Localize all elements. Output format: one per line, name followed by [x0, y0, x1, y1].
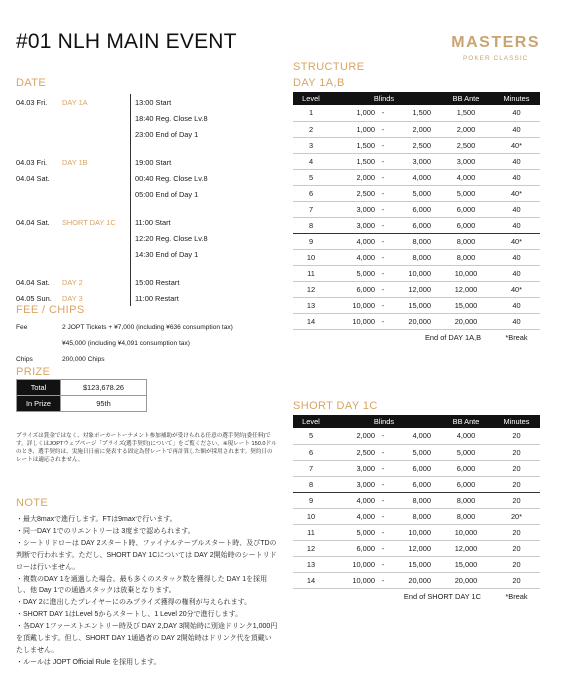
schedule-time: 19:00 Start [130, 154, 274, 170]
big-blind: 2,500 [412, 140, 431, 150]
structure-row [293, 201, 540, 217]
small-blind: 5,000 [356, 268, 375, 278]
end-of-day-label: End of SHORT DAY 1C [403, 591, 481, 601]
structure-row [293, 105, 540, 121]
break-label: *Break [505, 332, 528, 342]
schedule-date: 04.05 Sun. [16, 293, 52, 303]
big-blind: 6,000 [412, 479, 431, 489]
minutes-cell: 20 [493, 476, 540, 492]
big-blind: 6,000 [412, 204, 431, 214]
level-cell: 6 [293, 444, 329, 460]
day1ab-heading: DAY 1A,B [293, 77, 345, 89]
short-day-heading: SHORT DAY 1C [293, 400, 378, 412]
structure-row [293, 169, 540, 185]
schedule-date: 04.04 Sat. [16, 217, 50, 227]
big-blind: 8,000 [412, 495, 431, 505]
structure-row [293, 508, 540, 524]
schedule-time: 23:00 End of Day 1 [130, 126, 274, 142]
schedule-gap [16, 202, 274, 214]
fee-block [16, 319, 286, 367]
schedule-time: 15:00 Restart [130, 274, 274, 290]
blind-separator: - [381, 236, 385, 246]
minutes-cell: 20 [493, 428, 540, 444]
blinds-cell [329, 201, 439, 217]
bb-ante-cell: 6,000 [439, 217, 493, 233]
level-cell: 6 [293, 185, 329, 201]
bb-ante-cell: 15,000 [439, 297, 493, 313]
level-cell: 14 [293, 313, 329, 329]
small-blind: 4,000 [356, 252, 375, 262]
date-heading: DATE [16, 77, 47, 89]
small-blind: 6,000 [356, 543, 375, 553]
blind-separator: - [381, 495, 385, 505]
minutes-cell: 40 [493, 201, 540, 217]
schedule-date: 04.04 Sat. [16, 277, 50, 287]
blind-separator: - [381, 543, 385, 553]
level-cell: 11 [293, 265, 329, 281]
prize-total-label: Total [17, 380, 61, 396]
level-cell: 8 [293, 217, 329, 233]
small-blind: 4,000 [356, 511, 375, 521]
small-blind: 2,500 [356, 447, 375, 457]
minutes-cell: 40* [493, 281, 540, 297]
blind-separator: - [381, 447, 385, 457]
level-cell: 9 [293, 492, 329, 508]
blind-separator: - [381, 124, 385, 134]
structure-row [293, 281, 540, 297]
minutes-cell: 40 [493, 265, 540, 281]
level-cell: 3 [293, 137, 329, 153]
prize-table [16, 379, 147, 412]
small-blind: 1,500 [356, 156, 375, 166]
minutes-cell: 40 [493, 297, 540, 313]
fee-heading: FEE / CHIPS [16, 304, 85, 316]
structure-row [293, 313, 540, 329]
blinds-cell [329, 249, 439, 265]
small-blind: 4,000 [356, 236, 375, 246]
blind-separator: - [381, 463, 385, 473]
small-blind: 2,000 [356, 172, 375, 182]
bb-ante-cell: 15,000 [439, 556, 493, 572]
structure-end-row [293, 329, 540, 345]
note-line: ・複数のDAY 1を通過した場合、最も多くのスタック数を獲得した DAY 1を採用し、他 Day 1での通過スタックは放棄となります。 [16, 575, 268, 595]
level-cell: 5 [293, 428, 329, 444]
level-cell: 2 [293, 121, 329, 137]
bb-ante-cell: 3,000 [439, 153, 493, 169]
minutes-cell: 20 [493, 540, 540, 556]
big-blind: 10,000 [408, 268, 431, 278]
big-blind: 6,000 [412, 463, 431, 473]
bb-ante-cell: 10,000 [439, 524, 493, 540]
small-blind: 6,000 [356, 284, 375, 294]
logo-line2: POKER CLASSIC [462, 55, 529, 62]
schedule-day: DAY 2 [62, 277, 83, 287]
bb-ante-cell: 8,000 [439, 249, 493, 265]
blind-separator: - [381, 268, 385, 278]
bb-ante-cell: 20,000 [439, 572, 493, 588]
blind-separator: - [381, 156, 385, 166]
minutes-cell: 20 [493, 556, 540, 572]
bb-ante-cell: 6,000 [439, 460, 493, 476]
note-line: ・シートリドローは DAY 2スタート時、ファイナルテーブルスタート時、及びTDの判断で行われます。ただし、SHORT DAY 1Cについては DAY 2開始時のシートリドローは行いません。 [16, 539, 277, 571]
big-blind: 15,000 [408, 559, 431, 569]
structure-row [293, 137, 540, 153]
level-cell: 1 [293, 105, 329, 121]
big-blind: 20,000 [408, 575, 431, 585]
big-blind: 8,000 [412, 511, 431, 521]
schedule-gap [16, 142, 274, 154]
schedule-date: 04.03 Fri. [16, 157, 48, 167]
schedule-time: 14:30 End of Day 1 [130, 246, 274, 262]
minutes-cell: 20 [493, 524, 540, 540]
fee-line2: ¥45,000 (including ¥4,091 consumption tax) [62, 339, 190, 347]
note-heading: NOTE [16, 497, 49, 509]
bb-ante-cell: 20,000 [439, 313, 493, 329]
break-label: *Break [505, 591, 528, 601]
blinds-cell [329, 121, 439, 137]
blinds-cell [329, 556, 439, 572]
masters-logo [451, 34, 540, 62]
chips-value: 200,000 Chips [62, 355, 105, 363]
structure-end-row [293, 588, 540, 604]
structure-col-header: Blinds [329, 415, 439, 428]
structure-header-row [293, 415, 540, 428]
blind-separator: - [381, 204, 385, 214]
big-blind: 4,000 [412, 431, 431, 441]
blind-separator: - [381, 172, 385, 182]
minutes-cell: 40 [493, 105, 540, 121]
blind-separator: - [381, 188, 385, 198]
schedule-time: 18:40 Reg. Close Lv.8 [130, 110, 274, 126]
bb-ante-cell: 8,000 [439, 233, 493, 249]
minutes-cell: 40 [493, 121, 540, 137]
small-blind: 2,000 [356, 431, 375, 441]
structure-col-header: Level [293, 92, 329, 105]
bb-ante-cell: 6,000 [439, 476, 493, 492]
minutes-cell: 40 [493, 313, 540, 329]
minutes-cell: 40 [493, 169, 540, 185]
structure-col-header: Minutes [493, 92, 540, 105]
bb-ante-cell: 5,000 [439, 185, 493, 201]
schedule-day: DAY 1B [62, 157, 88, 167]
schedule-row [16, 126, 274, 142]
small-blind: 1,500 [356, 140, 375, 150]
structure-col-header: Minutes [493, 415, 540, 428]
level-cell: 4 [293, 153, 329, 169]
blind-separator: - [381, 559, 385, 569]
blinds-cell [329, 428, 439, 444]
blinds-cell [329, 265, 439, 281]
bb-ante-cell: 2,500 [439, 137, 493, 153]
blinds-cell [329, 572, 439, 588]
level-cell: 13 [293, 556, 329, 572]
structure-row [293, 249, 540, 265]
blinds-cell [329, 476, 439, 492]
schedule-gap [16, 262, 274, 274]
blinds-cell [329, 169, 439, 185]
blind-separator: - [381, 479, 385, 489]
big-blind: 5,000 [412, 447, 431, 457]
structure-row [293, 428, 540, 444]
bb-ante-cell: 4,000 [439, 169, 493, 185]
minutes-cell: 20 [493, 460, 540, 476]
schedule-row [16, 170, 274, 186]
bb-ante-cell: 12,000 [439, 540, 493, 556]
small-blind: 5,000 [356, 527, 375, 537]
schedule-day: DAY 3 [62, 293, 83, 303]
small-blind: 1,000 [356, 108, 375, 118]
note-line: ・最大8maxで進行します。FTは9maxで行います。 [16, 516, 177, 523]
big-blind: 10,000 [408, 527, 431, 537]
prize-in-label: In Prize [17, 396, 61, 412]
structure-row [293, 460, 540, 476]
note-line: ・各DAY 1ファーストエントリー時及び DAY 2,DAY 3開始時に別途ドリンク1,000円を頂戴します。但し、SHORT DAY 1通過者の DAY 2開始時はドリンク代を頂戴いたしません。 [16, 623, 278, 654]
minutes-cell: 40 [493, 153, 540, 169]
big-blind: 2,000 [412, 124, 431, 134]
fee-line1: 2 JOPT Tickets + ¥7,000 (including ¥636 consumption tax) [62, 323, 233, 331]
minutes-cell: 20 [493, 444, 540, 460]
level-cell: 10 [293, 508, 329, 524]
structure-heading: STRUCTURE [293, 61, 365, 73]
blind-separator: - [381, 140, 385, 150]
big-blind: 15,000 [408, 300, 431, 310]
structure-col-header: BB Ante [439, 92, 493, 105]
note-line: ・SHORT DAY 1はLevel 5からスタートし、1 Level 20分で進行します。 [16, 611, 243, 619]
blind-separator: - [381, 108, 385, 118]
big-blind: 8,000 [412, 236, 431, 246]
schedule-time: 00:40 Reg. Close Lv.8 [130, 170, 274, 186]
logo-line1: MASTERS [451, 34, 540, 51]
minutes-cell: 40 [493, 217, 540, 233]
bb-ante-cell: 2,000 [439, 121, 493, 137]
small-blind: 3,000 [356, 204, 375, 214]
schedule-time: 11:00 Start [130, 214, 274, 230]
minutes-cell: 20* [493, 508, 540, 524]
level-cell: 14 [293, 572, 329, 588]
small-blind: 10,000 [352, 300, 375, 310]
blinds-cell [329, 492, 439, 508]
level-cell: 12 [293, 540, 329, 556]
bb-ante-cell: 8,000 [439, 508, 493, 524]
day1ab-structure-table [293, 92, 540, 345]
note-line: ・同一DAY 1でのリエントリーは 3度まで認められます。 [16, 527, 195, 535]
big-blind: 3,000 [412, 156, 431, 166]
blinds-cell [329, 444, 439, 460]
blinds-cell [329, 508, 439, 524]
schedule-list [16, 94, 274, 306]
blind-separator: - [381, 252, 385, 262]
blind-separator: - [381, 575, 385, 585]
schedule-day: DAY 1A [62, 97, 88, 107]
level-cell: 10 [293, 249, 329, 265]
schedule-row [16, 214, 274, 230]
schedule-day: SHORT DAY 1C [62, 217, 116, 227]
minutes-cell: 40* [493, 233, 540, 249]
prize-heading: PRIZE [16, 366, 51, 378]
small-blind: 4,000 [356, 495, 375, 505]
small-blind: 1,000 [356, 124, 375, 134]
minutes-cell: 40* [493, 185, 540, 201]
minutes-cell: 40 [493, 249, 540, 265]
schedule-date: 04.03 Fri. [16, 97, 48, 107]
bb-ante-cell: 4,000 [439, 428, 493, 444]
level-cell: 5 [293, 169, 329, 185]
schedule-time: 12:20 Reg. Close Lv.8 [130, 230, 274, 246]
structure-row [293, 444, 540, 460]
level-cell: 13 [293, 297, 329, 313]
schedule-row [16, 186, 274, 202]
blind-separator: - [381, 511, 385, 521]
blind-separator: - [381, 220, 385, 230]
level-cell: 11 [293, 524, 329, 540]
structure-row [293, 572, 540, 588]
prize-in-value: 95th [61, 396, 147, 412]
structure-row [293, 185, 540, 201]
structure-col-header: Blinds [329, 92, 439, 105]
end-of-day-label: End of DAY 1A,B [424, 332, 481, 342]
schedule-row [16, 230, 274, 246]
structure-row [293, 540, 540, 556]
structure-row [293, 233, 540, 249]
minutes-cell: 20 [493, 492, 540, 508]
blinds-cell [329, 540, 439, 556]
blinds-cell [329, 524, 439, 540]
small-blind: 3,000 [356, 479, 375, 489]
schedule-date: 04.04 Sat. [16, 173, 50, 183]
structure-row [293, 217, 540, 233]
small-blind: 3,000 [356, 463, 375, 473]
big-blind: 5,000 [412, 188, 431, 198]
fee-label: Fee [16, 323, 28, 331]
schedule-row [16, 154, 274, 170]
small-blind: 10,000 [352, 316, 375, 326]
structure-col-header: BB Ante [439, 415, 493, 428]
schedule-row [16, 110, 274, 126]
small-blind: 10,000 [352, 575, 375, 585]
blinds-cell [329, 217, 439, 233]
structure-row [293, 476, 540, 492]
note-list [16, 514, 278, 669]
level-cell: 9 [293, 233, 329, 249]
schedule-row [16, 246, 274, 262]
big-blind: 20,000 [408, 316, 431, 326]
schedule-time: 13:00 Start [130, 94, 274, 110]
structure-col-header: Level [293, 415, 329, 428]
schedule-row [16, 94, 274, 110]
blinds-cell [329, 297, 439, 313]
short-day-structure-table [293, 415, 540, 604]
prize-fine-print: プライズは賞金ではなく、対象ポーカートーナメント参加補助が受けられる任意の選手契約(委任料)です。詳しくはJOPTウェブページ「プライズ(選手契約)について」をご覧ください。※現レート 150.0ドルのとき、選手契約は、実施日日前に発表する固定為替レートで再計算した額が採用されます。契約日のレートは適応されません。 [16, 433, 277, 463]
structure-header-row [293, 92, 540, 105]
page-title: #01 NLH MAIN EVENT [16, 30, 237, 53]
big-blind: 12,000 [408, 284, 431, 294]
big-blind: 6,000 [412, 220, 431, 230]
blind-separator: - [381, 284, 385, 294]
blinds-cell [329, 105, 439, 121]
blinds-cell [329, 460, 439, 476]
big-blind: 8,000 [412, 252, 431, 262]
bb-ante-cell: 10,000 [439, 265, 493, 281]
level-cell: 8 [293, 476, 329, 492]
structure-row [293, 153, 540, 169]
small-blind: 3,000 [356, 220, 375, 230]
minutes-cell: 40* [493, 137, 540, 153]
small-blind: 10,000 [352, 559, 375, 569]
level-cell: 12 [293, 281, 329, 297]
structure-row [293, 492, 540, 508]
big-blind: 12,000 [408, 543, 431, 553]
level-cell: 7 [293, 460, 329, 476]
level-cell: 7 [293, 201, 329, 217]
bb-ante-cell: 5,000 [439, 444, 493, 460]
prize-total-value: $123,678.26 [61, 380, 147, 396]
big-blind: 4,000 [412, 172, 431, 182]
chips-label: Chips [16, 355, 33, 363]
bb-ante-cell: 6,000 [439, 201, 493, 217]
schedule-time: 11:00 Restart [130, 290, 274, 306]
note-line: ・DAY 2に進出したプレイヤーにのみプライズ獲得の権利が与えられます。 [16, 599, 252, 607]
blinds-cell [329, 137, 439, 153]
small-blind: 2,500 [356, 188, 375, 198]
blinds-cell [329, 185, 439, 201]
blind-separator: - [381, 316, 385, 326]
bb-ante-cell: 8,000 [439, 492, 493, 508]
big-blind: 1,500 [412, 108, 431, 118]
blind-separator: - [381, 527, 385, 537]
schedule-row [16, 274, 274, 290]
bb-ante-cell: 1,500 [439, 105, 493, 121]
structure-row [293, 297, 540, 313]
blinds-cell [329, 153, 439, 169]
schedule-time: 05:00 End of Day 1 [130, 186, 274, 202]
structure-row [293, 524, 540, 540]
blinds-cell [329, 313, 439, 329]
note-line: ・ルールは JOPT Official Rule を採用します。 [16, 658, 161, 666]
bb-ante-cell: 12,000 [439, 281, 493, 297]
structure-row [293, 121, 540, 137]
blinds-cell [329, 233, 439, 249]
structure-row [293, 265, 540, 281]
blind-separator: - [381, 300, 385, 310]
minutes-cell: 20 [493, 572, 540, 588]
blinds-cell [329, 281, 439, 297]
blind-separator: - [381, 431, 385, 441]
structure-row [293, 556, 540, 572]
